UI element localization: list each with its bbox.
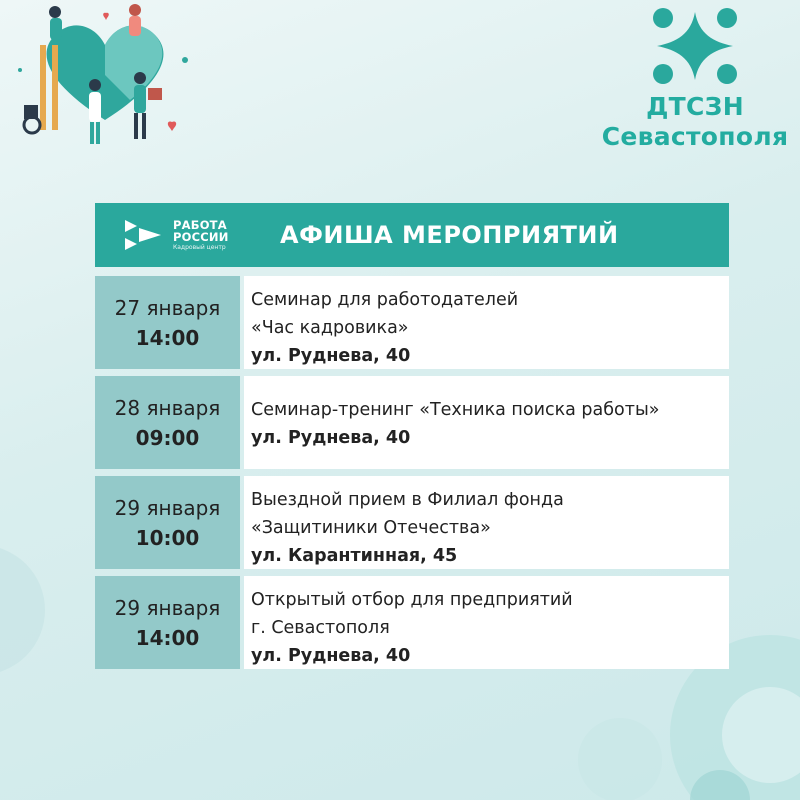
event-info-cell — [244, 276, 729, 369]
event-date-cell — [95, 276, 240, 369]
event-title-line1: Семинар для работодателей — [251, 290, 519, 310]
brand-subtitle: Кадровый центр — [173, 243, 226, 251]
org-emblem-icon — [649, 6, 741, 86]
event-time: 10:00 — [135, 525, 200, 550]
arrow-logo-icon — [123, 218, 165, 252]
event-info-cell — [244, 376, 729, 469]
event-address: ул. Руднева, 40 — [251, 646, 411, 666]
event-title-line2: «Защитиники Отечества» — [251, 518, 491, 538]
events-panel — [95, 203, 729, 666]
event-date-cell — [95, 476, 240, 569]
event-info-cell — [244, 576, 729, 669]
brand-line2: РОССИИ — [173, 229, 229, 244]
event-date: 27 января — [114, 295, 221, 320]
event-row — [95, 476, 729, 569]
event-time: 14:00 — [135, 325, 200, 350]
event-title-line2: г. Севастополя — [251, 618, 390, 638]
event-info-cell — [244, 476, 729, 569]
org-name-line1: ДТСЗН — [646, 92, 744, 121]
rabota-rossii-logo — [95, 218, 280, 252]
event-title-line1: Семинар-тренинг «Техника поиска работы» — [251, 400, 660, 420]
page-title: АФИША МЕРОПРИЯТИЙ — [280, 221, 619, 249]
event-time: 09:00 — [135, 425, 200, 450]
event-row — [95, 576, 729, 669]
event-title-line1: Выездной прием в Филиал фонда — [251, 490, 564, 510]
volunteers-heart-illustration — [10, 0, 200, 150]
org-logo — [590, 6, 800, 156]
event-date-cell — [95, 576, 240, 669]
panel-header — [95, 203, 729, 267]
event-title-line2: «Час кадровика» — [251, 318, 409, 338]
event-date: 29 января — [114, 495, 221, 520]
event-date-cell — [95, 376, 240, 469]
event-row — [95, 276, 729, 369]
org-name-line2: Севастополя — [601, 122, 789, 151]
event-row — [95, 376, 729, 469]
event-address: ул. Руднева, 40 — [251, 428, 411, 448]
event-time: 14:00 — [135, 625, 200, 650]
event-address: ул. Карантинная, 45 — [251, 546, 458, 566]
event-date: 29 января — [114, 595, 221, 620]
event-date: 28 января — [114, 395, 221, 420]
brand-line1: РАБОТА — [173, 217, 227, 232]
event-address: ул. Руднева, 40 — [251, 346, 411, 366]
event-title-line1: Открытый отбор для предприятий — [251, 590, 573, 610]
